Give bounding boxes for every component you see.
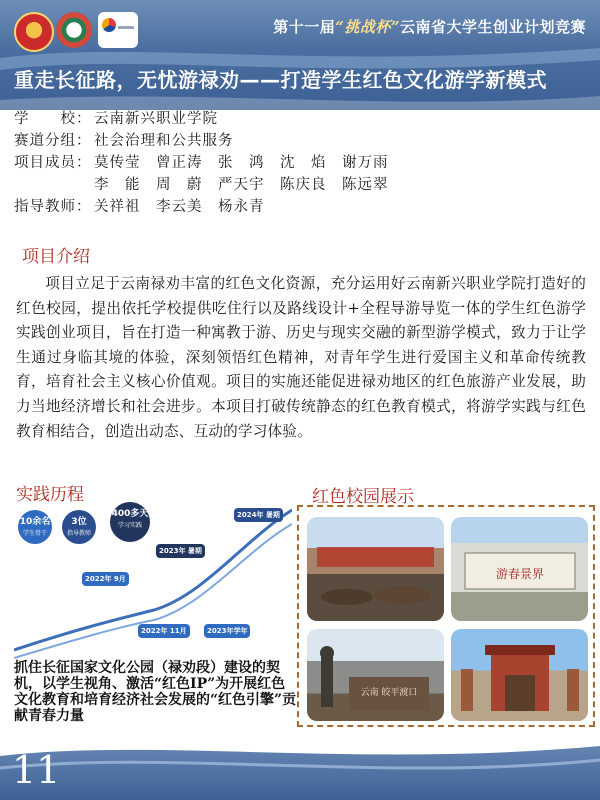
competition-prefix: 第十一届 (273, 18, 336, 36)
members-value-line1: 莫传莹 曾正涛 张 鸿 沈 焰 谢万雨 (94, 155, 389, 171)
school-label: 学 校： (14, 111, 92, 127)
project-title: 重走长征路，无忧游禄劝——打造学生红色文化游学新模式 (14, 68, 547, 92)
school-logo-icon (98, 12, 138, 48)
milestone-2023-summer: 2023年 暑期 (156, 544, 205, 558)
members-row-continued (14, 174, 534, 196)
milestone-2023-year: 2023年学年 (204, 624, 250, 638)
milestone-2024-summer: 2024年 暑期 (234, 508, 283, 522)
footer-wave-decoration (0, 738, 600, 800)
stat-days: 400多天 学习实践 (110, 502, 150, 542)
stat-teachers: 3位 指导教师 (62, 510, 96, 544)
campus-photo-gallery (297, 505, 595, 727)
members-row (14, 152, 534, 174)
campus-photo-wall (451, 517, 588, 621)
members-value-line2: 李 能 周 蔚 严天宇 陈庆良 陈远翠 (94, 177, 389, 193)
practice-conclusion: 抓住长征国家文化公园（禄劝段）建设的契机，以学生视角、激活“红色IP”为开展红色文化教育和培育经济社会发展的“红色引擎”贡献青春力量 (14, 660, 297, 724)
school-value: 云南新兴职业学院 (94, 111, 218, 127)
page-number: 11 (12, 748, 61, 792)
intro-paragraph: 项目立足于云南禄劝丰富的红色文化资源，充分运用好云南新兴职业学院打造好的红色校园，提出依托学校提供吃住行以及路线设计+全程导游导览一体的学生红色游学实践创业项目，旨在打造一种寓教于游、历史与现实交融的新型游学模式，致力于让学生通过身临其境的体验，深刻领悟红色精神，对青年学生进行爱国主义和革命传统教育，培育社会主义核心价值观。项目的实施还能促进禄劝地区的红色旅游产业发展，助力当地经济增长和社会进步。本项目打破传统静态的红色教育模式，将游学实践与红色教育相结合，创造出动态、互动的学习体验。 (16, 275, 586, 440)
project-info (14, 108, 534, 218)
advisor-value: 关祥祖 李云美 杨永青 (94, 199, 265, 215)
campus-photo-ferry-statue (307, 629, 444, 721)
campus-heading: 红色校园展示 (312, 487, 414, 507)
campus-photo-mural (307, 517, 444, 621)
school-row (14, 108, 534, 130)
competition-brand: “挑战杯” (335, 18, 400, 36)
header-band (0, 0, 600, 110)
photo-sign-2: 云南 皎平渡口 (360, 688, 418, 698)
competition-title (273, 16, 586, 37)
stat-students: 10余名 学生骨干 (18, 510, 52, 544)
advisor-row (14, 196, 534, 218)
practice-timeline (14, 500, 292, 660)
track-value: 社会治理和公共服务 (94, 133, 234, 149)
photo-sign-1: 游春景界 (495, 567, 545, 581)
competition-suffix: 云南省大学生创业计划竞赛 (399, 18, 586, 36)
youth-league-emblem-icon (14, 12, 54, 52)
milestone-2022-nov: 2022年 11月 (138, 624, 190, 638)
campus-photo-gate (451, 629, 588, 721)
intro-heading: 项目介绍 (22, 247, 90, 267)
members-label: 项目成员： (14, 155, 92, 171)
footer-band (0, 738, 600, 800)
milestone-2022-sep: 2022年 9月 (82, 572, 129, 586)
track-row (14, 130, 534, 152)
challenge-cup-emblem-icon (56, 12, 92, 48)
advisor-label: 指导教师： (14, 199, 92, 215)
track-label: 赛道分组： (14, 133, 92, 149)
practice-heading: 实践历程 (16, 485, 84, 505)
